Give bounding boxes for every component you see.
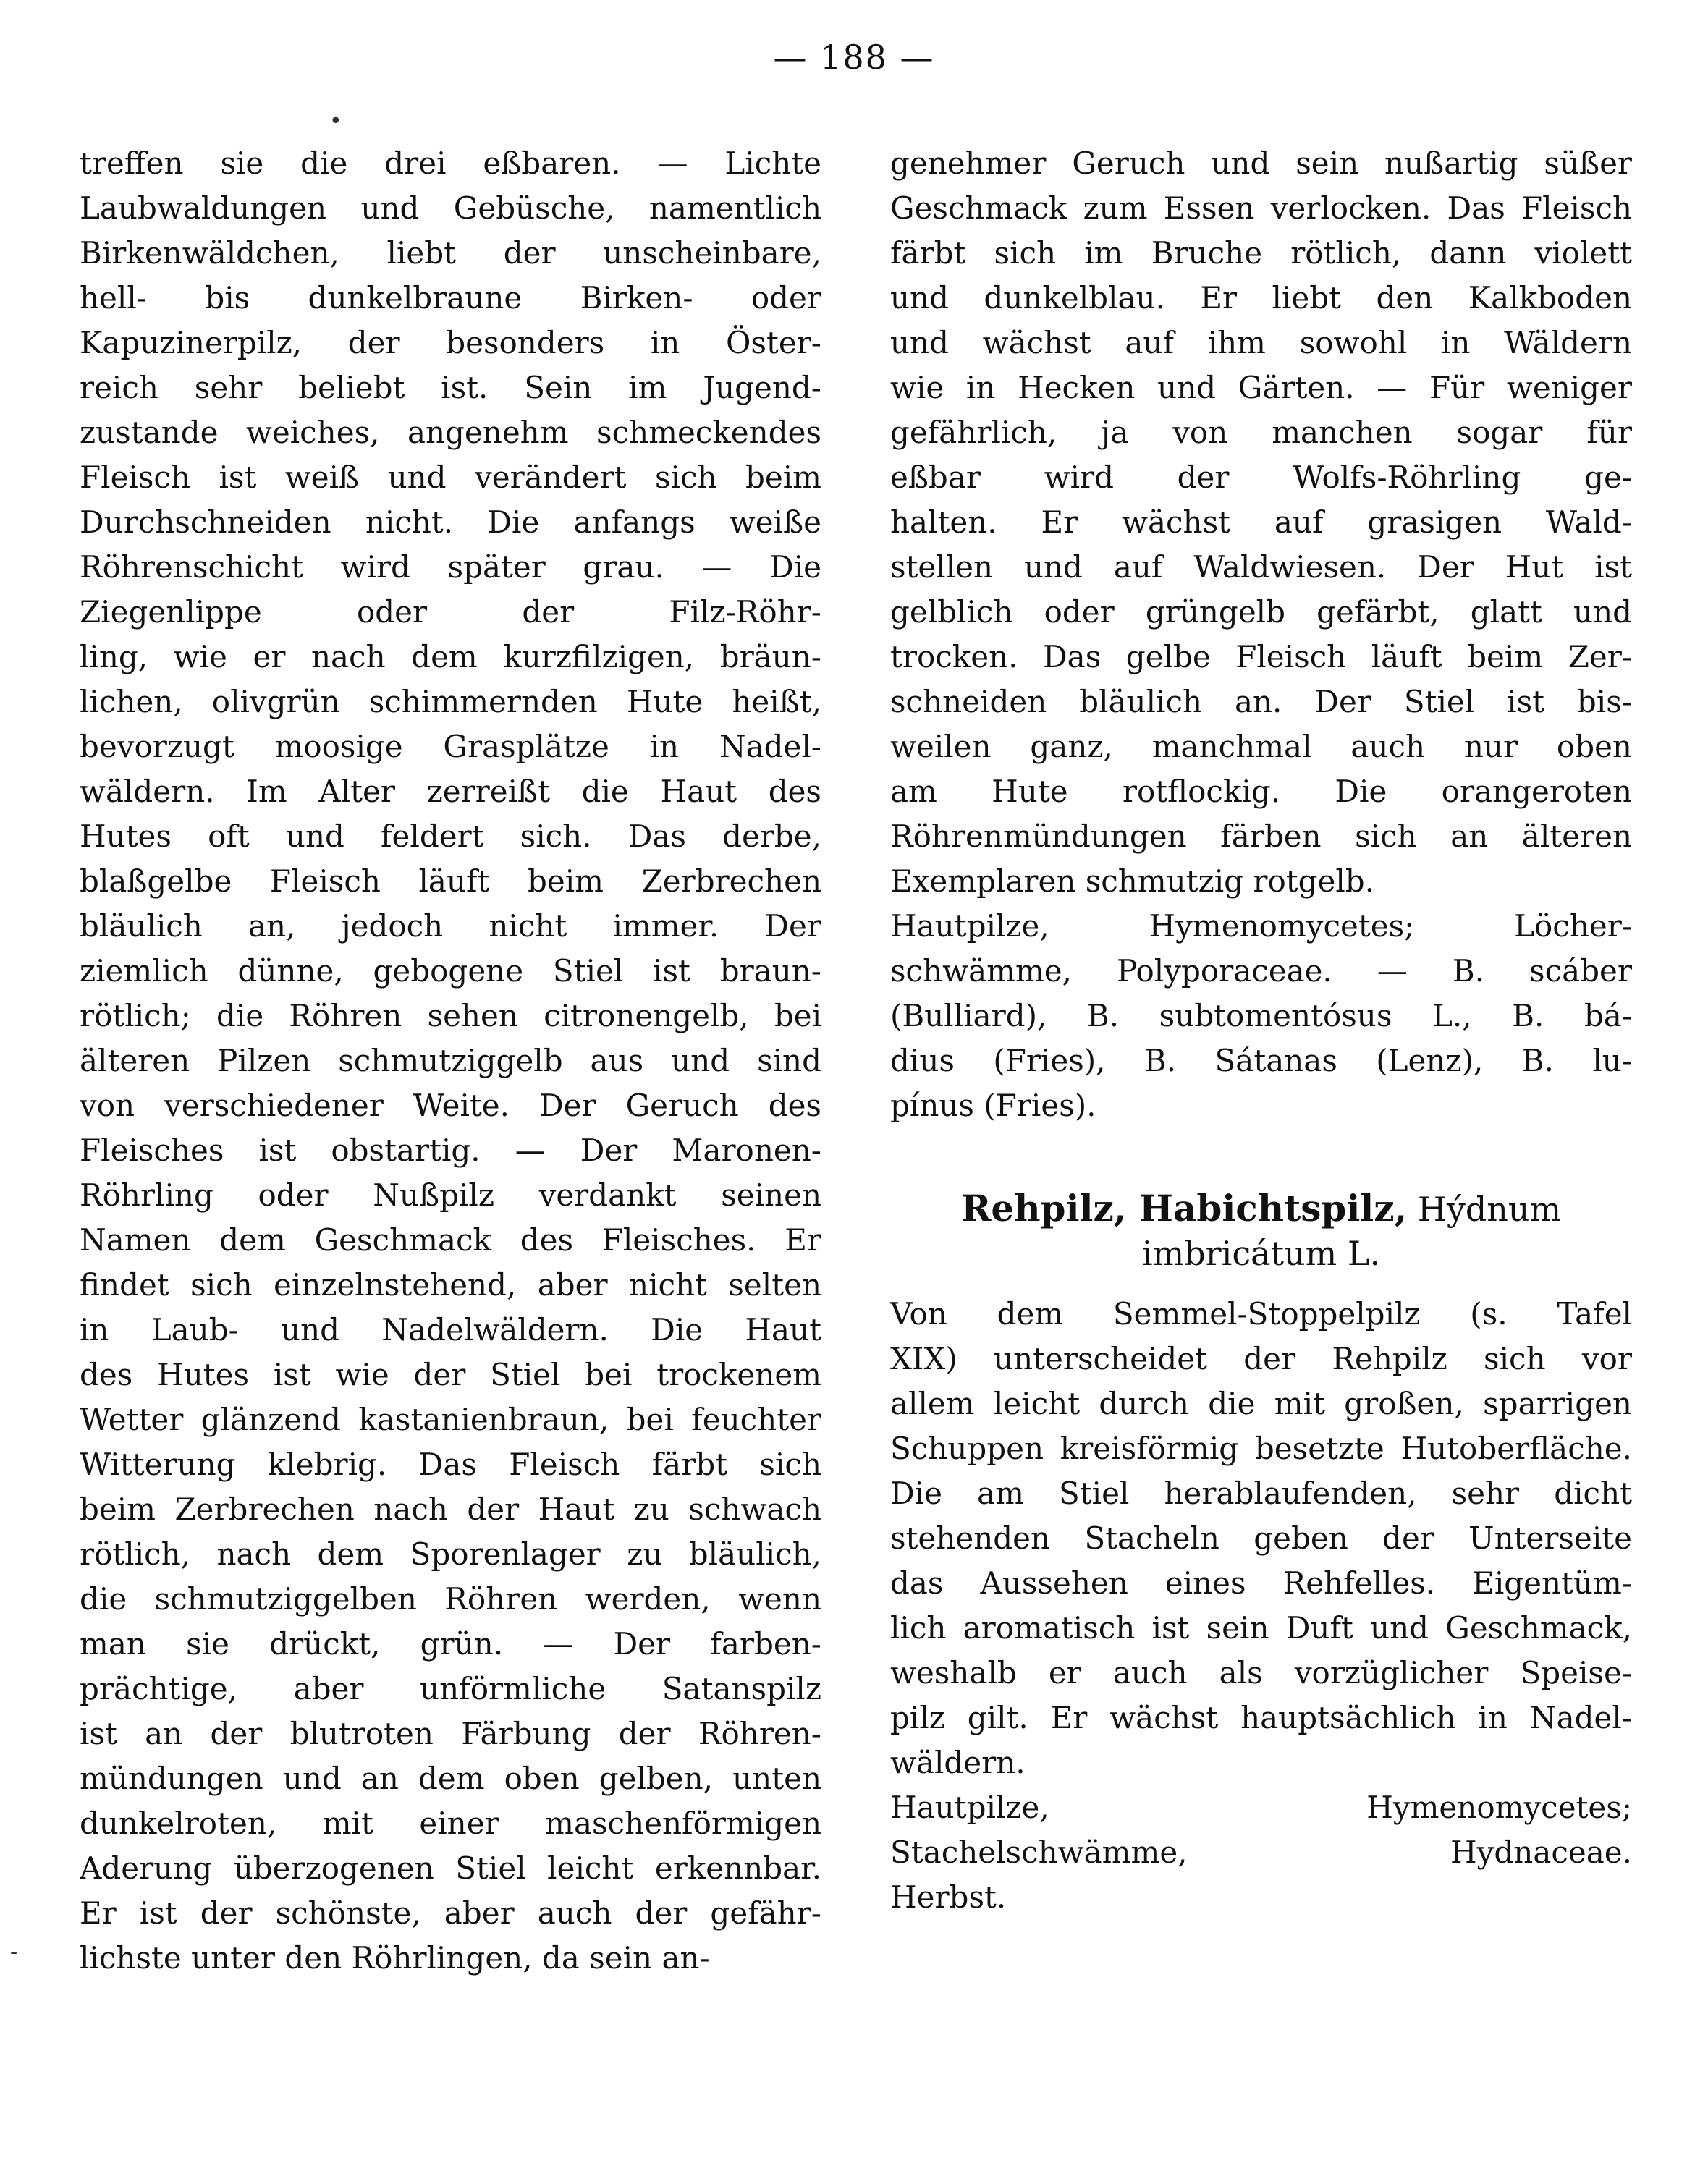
text-line: wäldern. Im Alter zerreißt die Haut des	[80, 774, 821, 809]
text-line: Von dem Semmel-Stoppelpilz (s. Tafel	[890, 1296, 1632, 1332]
text-line: Fleisch ist weiß und verändert sich beim	[80, 460, 821, 495]
text-line: Röhrling oder Nußpilz verdankt seinen	[80, 1177, 821, 1213]
text-line: stellen und auf Waldwiesen. Der Hut ist	[890, 549, 1632, 585]
text-line: schwämme, Polyporaceae. — B. scáber	[890, 953, 1632, 989]
text-line: treffen sie die drei eßbaren. — Lichte	[80, 145, 821, 181]
text-line: gefährlich, ja von manchen sogar für	[890, 415, 1632, 450]
text-line: reich sehr beliebt ist. Sein im Jugend-	[80, 370, 821, 405]
text-line: pilz gilt. Er wächst hauptsächlich in Nadel-	[890, 1700, 1632, 1735]
text-line: Die am Stiel herablaufenden, sehr dicht	[890, 1476, 1632, 1511]
text-line: trocken. Das gelbe Fleisch läuft beim Zer-	[890, 639, 1632, 674]
text-line: lich aromatisch ist sein Duft und Geschmack,	[890, 1610, 1632, 1646]
section-heading	[890, 1186, 1632, 1276]
text-line: Durchschneiden nicht. Die anfangs weiße	[80, 504, 821, 540]
right-column	[890, 141, 1632, 1920]
text-line: Schuppen kreisförmig besetzte Hutoberfläche.	[890, 1431, 1632, 1466]
text-line: gelblich oder grüngelb gefärbt, glatt und	[890, 594, 1632, 630]
page-number: — 188 —	[773, 38, 935, 77]
text-line: mündungen und an dem oben gelben, unten	[80, 1761, 821, 1796]
text-line: lichen, olivgrün schimmernden Hute heißt,	[80, 684, 821, 719]
text-line: und wächst auf ihm sowohl in Wäldern	[890, 325, 1632, 360]
text-line: weshalb er auch als vorzüglicher Speise-	[890, 1655, 1632, 1690]
text-line: das Aussehen eines Rehfelles. Eigentüm-	[890, 1565, 1632, 1601]
text-line: Namen dem Geschmack des Fleisches. Er	[80, 1222, 821, 1258]
text-line: Birkenwäldchen, liebt der unscheinbare,	[80, 235, 821, 271]
text-line: Aderung überzogenen Stiel leicht erkennbar.	[80, 1850, 821, 1886]
text-line: Ziegenlippe oder der Filz-Röhr-	[80, 594, 821, 630]
text-line: schneiden bläulich an. Der Stiel ist bis-	[890, 684, 1632, 719]
text-line: Herbst.	[890, 1879, 1007, 1915]
text-line: rötlich, nach dem Sporenlager zu bläulich,	[80, 1536, 821, 1572]
text-line: die schmutziggelben Röhren werden, wenn	[80, 1581, 821, 1617]
heading-latin-species: imbricátum L.	[1141, 1234, 1381, 1273]
text-line: hell- bis dunkelbraune Birken- oder	[80, 280, 821, 316]
left-column	[80, 141, 821, 1981]
text-line: Röhrenschicht wird später grau. — Die	[80, 549, 821, 585]
text-line: Laubwaldungen und Gebüsche, namentlich	[80, 190, 821, 226]
heading-spacer	[890, 1276, 1632, 1292]
heading-line-1	[890, 1186, 1632, 1231]
text-line: rötlich; die Röhren sehen citronengelb, bei	[80, 998, 821, 1033]
text-line: färbt sich im Bruche rötlich, dann violett	[890, 235, 1632, 271]
text-line: und dunkelblau. Er liebt den Kalkboden	[890, 280, 1632, 316]
text-line: von verschiedener Weite. Der Geruch des	[80, 1088, 821, 1123]
text-line: halten. Er wächst auf grasigen Wald-	[890, 504, 1632, 540]
text-line: Hautpilze, Hymenomycetes; Löcher-	[890, 908, 1632, 944]
text-line: Exemplaren schmutzig rotgelb.	[890, 863, 1375, 899]
text-line: (Bulliard), B. subtomentósus L., B. bá-	[890, 998, 1632, 1033]
text-line: allem leicht durch die mit großen, sparrigen	[890, 1386, 1632, 1421]
text-line: beim Zerbrechen nach der Haut zu schwach	[80, 1491, 821, 1527]
text-line: Witterung klebrig. Das Fleisch färbt sich	[80, 1447, 821, 1482]
text-line: pínus (Fries).	[890, 1088, 1096, 1123]
text-line: wie in Hecken und Gärten. — Für weniger	[890, 370, 1632, 405]
text-line: des Hutes ist wie der Stiel bei trockenem	[80, 1357, 821, 1392]
right-column-part2	[890, 1292, 1632, 1920]
text-line: Er ist der schönste, aber auch der gefähr-	[80, 1895, 821, 1931]
margin-dash-mark: -	[10, 1939, 18, 1965]
text-line: zustande weiches, angenehm schmeckendes	[80, 415, 821, 450]
text-line: am Hute rotflockig. Die orangeroten	[890, 774, 1632, 809]
heading-line-2	[890, 1231, 1632, 1276]
right-column-part1	[890, 141, 1632, 1128]
text-line: Röhrenmündungen färben sich an älteren	[890, 818, 1632, 854]
text-line: Stachelschwämme, Hydnaceae.	[890, 1834, 1632, 1870]
text-line: ist an der blutroten Färbung der Röhren-	[80, 1716, 821, 1751]
text-line: prächtige, aber unförmliche Satanspilz	[80, 1671, 821, 1706]
text-line: in Laub- und Nadelwäldern. Die Haut	[80, 1312, 821, 1347]
text-line: blaßgelbe Fleisch läuft beim Zerbrechen	[80, 863, 821, 899]
text-line: Hutes oft und feldert sich. Das derbe,	[80, 818, 821, 854]
text-line: Kapuzinerpilz, der besonders in Öster-	[80, 325, 821, 360]
text-line: findet sich einzelnstehend, aber nicht selten	[80, 1267, 821, 1303]
text-line: älteren Pilzen schmutziggelb aus und sind	[80, 1043, 821, 1078]
text-line: Geschmack zum Essen verlocken. Das Fleisch	[890, 190, 1632, 226]
text-line: wäldern.	[890, 1745, 1026, 1780]
text-line: Fleisches ist obstartig. — Der Maronen-	[80, 1133, 821, 1168]
text-line: lichste unter den Röhrlingen, da sein an-	[80, 1940, 710, 1976]
text-line: weilen ganz, manchmal auch nur oben	[890, 729, 1632, 764]
text-line: Hautpilze, Hymenomycetes;	[890, 1790, 1632, 1825]
text-line: XIX) unterscheidet der Rehpilz sich vor	[890, 1341, 1632, 1376]
margin-dot-mark: •	[329, 109, 342, 134]
text-line: man sie drückt, grün. — Der farben-	[80, 1626, 821, 1662]
heading-german-title: Rehpilz, Habichtspilz,	[960, 1187, 1408, 1230]
text-line: dunkelroten, mit einer maschenförmigen	[80, 1806, 821, 1841]
text-line: bläulich an, jedoch nicht immer. Der	[80, 908, 821, 944]
text-line: genehmer Geruch und sein nußartig süßer	[890, 145, 1632, 181]
text-line: eßbar wird der Wolfs-Röhrling ge-	[890, 460, 1632, 495]
section-gap	[890, 1128, 1632, 1186]
text-line: bevorzugt moosige Grasplätze in Nadel-	[80, 729, 821, 764]
heading-latin-genus: Hýdnum	[1417, 1190, 1562, 1229]
text-line: Wetter glänzend kastanienbraun, bei feuchter	[80, 1402, 821, 1437]
text-line: ling, wie er nach dem kurzfilzigen, bräun-	[80, 639, 821, 674]
text-line: ziemlich dünne, gebogene Stiel ist braun-	[80, 953, 821, 989]
text-line: stehenden Stacheln geben der Unterseite	[890, 1520, 1632, 1556]
text-line: dius (Fries), B. Sátanas (Lenz), B. lu-	[890, 1043, 1632, 1078]
